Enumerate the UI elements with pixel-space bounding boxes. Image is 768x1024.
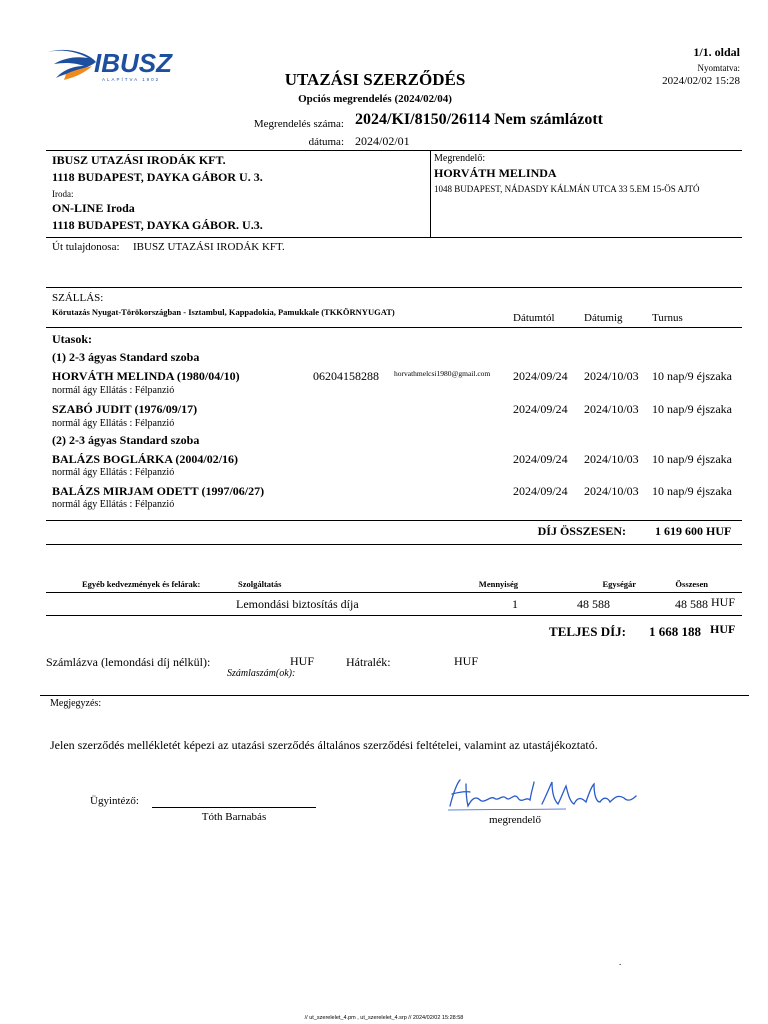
agent-name: Tóth Barnabás (201, 811, 267, 823)
order-date: 2024/02/01 (355, 134, 410, 148)
divider (46, 544, 742, 545)
extras-service: Lemondási biztosítás díja (236, 597, 359, 611)
logo-tagline: ALAPÍTVA 1902 (102, 77, 161, 82)
owner-value: IBUSZ UTAZÁSI IRODÁK KFT. (133, 241, 285, 253)
extras-qty: 1 (512, 597, 518, 611)
agency-name: IBUSZ UTAZÁSI IRODÁK KFT. (52, 153, 226, 167)
printed-at: 2024/02/02 15:28 (662, 75, 740, 87)
passenger-date-to: 2024/10/03 (584, 452, 639, 466)
room-title: (2) 2-3 ágyas Standard szoba (52, 433, 200, 447)
customer-name: HORVÁTH MELINDA (434, 166, 557, 180)
customer-label: Megrendelő: (434, 153, 486, 164)
extras-unit: 48 588 (577, 597, 610, 611)
passenger-turn: 10 nap/9 éjszaka (652, 369, 732, 383)
col-turn: Turnus (652, 312, 683, 324)
office-name: ON-LINE Iroda (52, 201, 135, 215)
document-subtitle: Opciós megrendelés (2024/02/04) (298, 93, 452, 105)
room-title: (1) 2-3 ágyas Standard szoba (52, 350, 200, 364)
divider (46, 150, 742, 151)
agency-address: 1118 BUDAPEST, DAYKA GÁBOR U. 3. (52, 170, 263, 184)
divider (46, 327, 742, 328)
divider (46, 287, 742, 288)
passenger-email: horvathmelcsi1980@gmail.com (394, 369, 491, 378)
extras-total: 48 588 (675, 597, 708, 611)
extras-header-discounts: Egyéb kedvezmények és felárak: (82, 579, 201, 589)
invoice-numbers-label: Számlaszám(ok): (227, 668, 296, 679)
passenger-name: BALÁZS MIRJAM ODETT (1997/06/27) (52, 484, 265, 498)
passenger-details: normál ágy Ellátás : Félpanzió (52, 385, 175, 396)
passenger-name: BALÁZS BOGLÁRKA (2004/02/16) (52, 452, 239, 466)
extras-header-service: Szolgáltatás (238, 579, 282, 589)
extras-header-unit: Egységár (602, 579, 636, 589)
printed-label: Nyomtatva: (697, 63, 740, 73)
passenger-phone: 06204158288 (313, 369, 379, 383)
column-divider (430, 150, 431, 238)
passenger-date-to: 2024/10/03 (584, 484, 639, 498)
passenger-turn: 10 nap/9 éjszaka (652, 402, 732, 416)
extras-header-qty: Mennyiség (478, 579, 518, 589)
document-title: UTAZÁSI SZERZŐDÉS (284, 70, 466, 89)
extras-header-total: Összesen (675, 579, 708, 589)
col-date-from: Dátumtól (513, 312, 555, 324)
office-label: Iroda: (52, 189, 74, 199)
owner-label: Út tulajdonosa: (52, 241, 120, 253)
ibusz-logo (46, 44, 186, 84)
order-number-label: Megrendelés száma: (253, 118, 344, 130)
customer-signature-label: megrendelő (489, 814, 541, 826)
passenger-date-from: 2024/09/24 (513, 452, 568, 466)
grand-total-value: 1 668 188 (649, 624, 701, 639)
notes-text: Jelen szerződés mellékletét képezi az utazási szerződés általános szerződési feltételei, valamint az utastájékoztató. (50, 738, 598, 752)
customer-address: 1048 BUDAPEST, NÁDASDY KÁLMÁN UTCA 33 5.EM 15-ÖS AJTÓ (434, 184, 700, 194)
passenger-details: normál ágy Ellátás : Félpanzió (52, 499, 175, 510)
grand-total-label: TELJES DÍJ: (549, 624, 626, 639)
footer-text: // ut_szerelelet_4.pm , ut_szerelelet_4.srp // 2024/02/02 15:28:58 (304, 1015, 464, 1021)
accommodation-label: SZÁLLÁS: (52, 292, 104, 304)
passenger-date-to: 2024/10/03 (584, 402, 639, 416)
customer-signature (446, 776, 646, 816)
divider (46, 520, 742, 521)
fee-total-value: 1 619 600 HUF (655, 524, 732, 538)
invoiced-label: Számlázva (lemondási díj nélkül): (46, 655, 211, 669)
agent-label: Ügyintéző: (90, 795, 139, 807)
arrears-currency: HUF (454, 654, 479, 668)
logo-wordmark: IBUSZ (94, 48, 172, 78)
passenger-turn: 10 nap/9 éjszaka (652, 452, 732, 466)
divider (46, 615, 742, 616)
col-date-to: Dátumig (584, 312, 623, 324)
order-date-label: dátuma: (308, 136, 344, 148)
passenger-date-from: 2024/09/24 (513, 369, 568, 383)
tour-name: Körutazás Nyugat-Törökországban - Isztambul, Kappadokia, Pamukkale (TKKÖRNYUGAT) (52, 307, 395, 317)
extras-currency: HUF (711, 595, 736, 609)
order-number: 2024/KI/8150/26114 Nem számlázott (355, 111, 603, 128)
divider (40, 695, 749, 696)
invoiced-currency: HUF (290, 654, 315, 668)
passenger-name: SZABÓ JUDIT (1976/09/17) (52, 402, 198, 416)
divider (46, 237, 742, 238)
passenger-date-from: 2024/09/24 (513, 484, 568, 498)
arrears-label: Hátralék: (346, 655, 391, 669)
signature-line (152, 807, 316, 808)
office-address: 1118 BUDAPEST, DAYKA GÁBOR. U.3. (52, 218, 263, 232)
passenger-details: normál ágy Ellátás : Félpanzió (52, 467, 175, 478)
grand-total-currency: HUF (710, 622, 736, 636)
fee-total-label: DÍJ ÖSSZESEN: (537, 524, 626, 538)
passenger-date-from: 2024/09/24 (513, 402, 568, 416)
passenger-details: normál ágy Ellátás : Félpanzió (52, 418, 175, 429)
dot-mark: . (619, 957, 622, 967)
passenger-date-to: 2024/10/03 (584, 369, 639, 383)
passengers-label: Utasok: (52, 332, 93, 346)
notes-label: Megjegyzés: (50, 698, 102, 709)
divider (46, 592, 742, 593)
passenger-name: HORVÁTH MELINDA (1980/04/10) (52, 369, 240, 383)
page-indicator: 1/1. oldal (693, 45, 740, 59)
passenger-turn: 10 nap/9 éjszaka (652, 484, 732, 498)
